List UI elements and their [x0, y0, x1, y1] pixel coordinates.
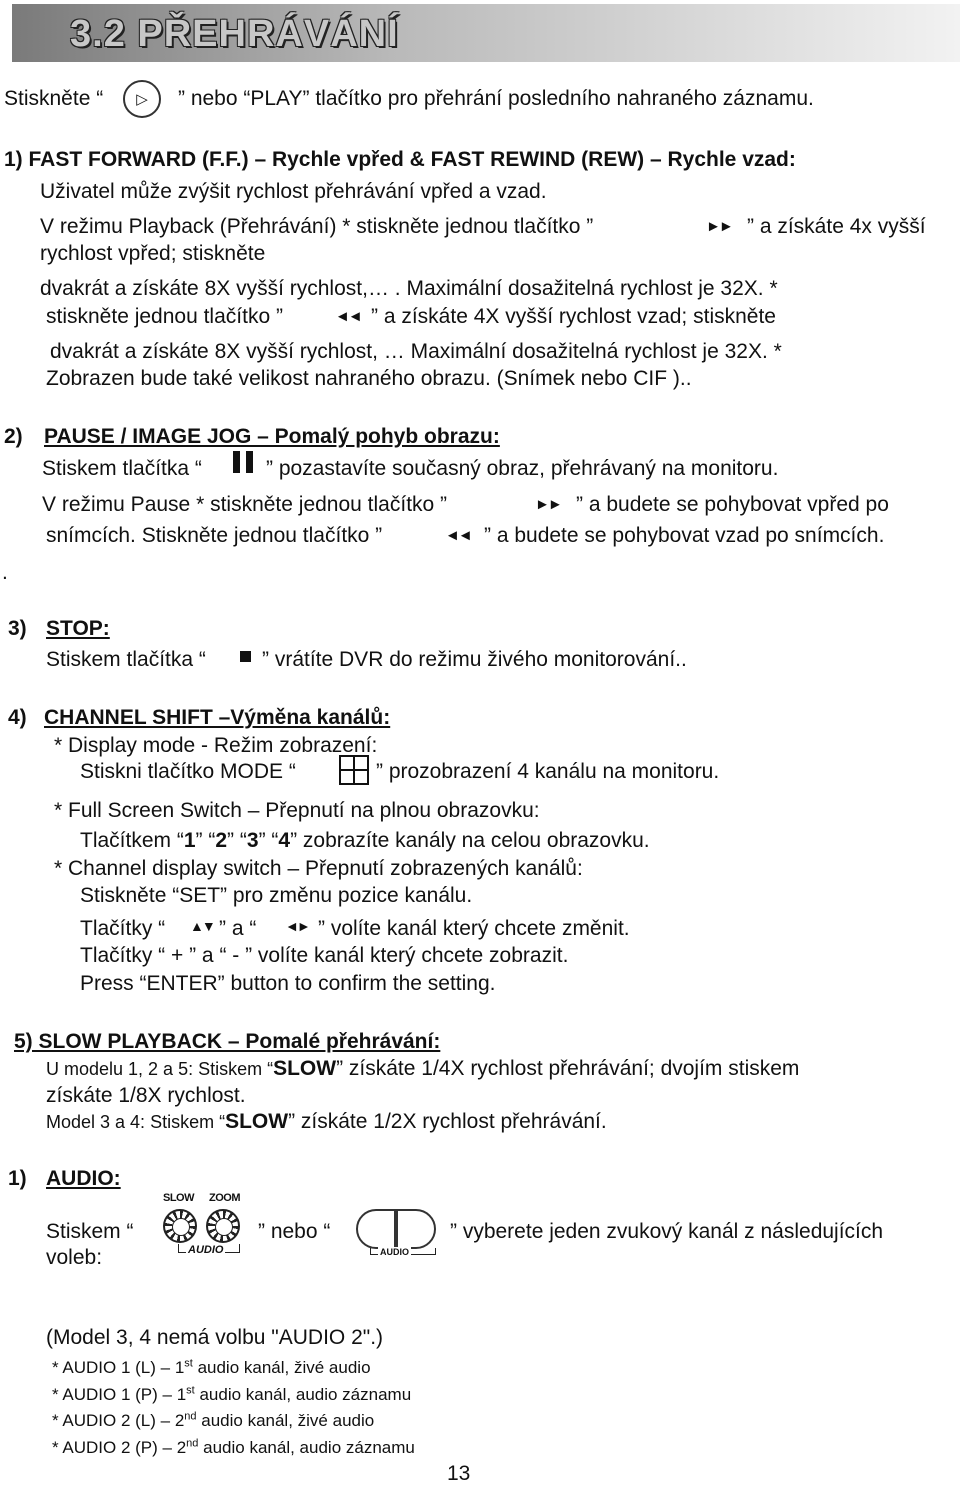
section4-line7c: ” volíte kanál který chcete změnit. — [318, 917, 630, 940]
quad-mode-icon — [338, 754, 370, 786]
pause-icon — [246, 451, 253, 473]
section1-line6: dvakrát a získáte 8X vyšší rychlost, … Maximální dosažitelná rychlost je 32X. * — [50, 340, 782, 363]
section4-line1: * Display mode - Režim zobrazení: — [54, 734, 378, 757]
section3-line1a: Stiskem tlačítka “ — [46, 648, 206, 671]
audio-line1b: ” nebo “ — [258, 1220, 331, 1243]
section4-line9: Press “ENTER” button to confirm the setting. — [80, 972, 496, 995]
section2-line1b: ” pozastavíte současný obraz, přehrávaný na monitoru. — [266, 457, 779, 480]
audio-line1c: ” vyberete jeden zvukový kanál z následujících — [450, 1220, 884, 1243]
section4-line5: * Channel display switch – Přepnutí zobrazených kanálů: — [54, 857, 583, 880]
section4-line7b: ” a “ — [219, 917, 257, 940]
section1-line4: dvakrát a získáte 8X vyšší rychlost,… . Maximální dosažitelná rychlost je 32X. * — [40, 277, 778, 300]
audio-item-1: * AUDIO 1 (L) – 1st audio kanál, živé audio — [52, 1357, 371, 1377]
page-title: 3.2 PŘEHRÁVÁNÍ — [70, 13, 399, 55]
fast-forward-icon: ►► — [535, 496, 561, 513]
knob-label-audio: AUDIO — [188, 1244, 224, 1256]
section5-heading: 5) SLOW PLAYBACK – Pomalé přehrávání: — [14, 1030, 441, 1053]
section2-line2a: V režimu Pause * stiskněte jednou tlačítko ” — [42, 493, 448, 516]
section4-line3: * Full Screen Switch – Přepnutí na plnou obrazovku: — [54, 799, 540, 822]
pause-icon — [233, 451, 240, 473]
section4-line2a: Stiskni tlačítko MODE “ — [80, 760, 296, 783]
audio-item-3: * AUDIO 2 (L) – 2nd audio kanál, živé audio — [52, 1410, 375, 1430]
section3-number: 3) — [8, 617, 27, 640]
audio-left-button-icon — [356, 1209, 396, 1249]
audio-item-2: * AUDIO 1 (P) – 1st audio kanál, audio záznamu — [52, 1384, 412, 1404]
section2-number: 2) — [4, 425, 23, 448]
zoom-knob-icon — [206, 1209, 240, 1243]
play-icon: ▷ — [123, 80, 161, 118]
section5-line3: Model 3 a 4: Stiskem “SLOW” získáte 1/2X rychlost přehrávání. — [46, 1110, 607, 1133]
section1-line3: rychlost vpřed; stiskněte — [40, 242, 266, 265]
section4-line7a: Tlačítky “ — [80, 917, 166, 940]
section2-line2b: ” a budete se pohybovat vpřed po — [576, 493, 889, 516]
title-banner — [12, 4, 960, 62]
fast-forward-icon: ►► — [706, 218, 732, 235]
section1-line7: Zobrazen bude také velikost nahraného obrazu. (Snímek nebo CIF ).. — [46, 367, 692, 390]
knob-label-zoom: ZOOM — [209, 1192, 240, 1204]
up-down-arrows-icon: ▲▼ — [190, 918, 214, 934]
audio-heading: AUDIO: — [46, 1167, 121, 1190]
section4-line4: Tlačítkem “1” “2” “3” “4” zobrazíte kanály na celou obrazovku. — [80, 829, 650, 852]
section5-line2: získáte 1/8X rychlost. — [46, 1084, 246, 1107]
section1-line2a: V režimu Playback (Přehrávání) * stiskněte jednou tlačítko ” — [40, 215, 594, 238]
rewind-icon: ◄◄ — [445, 527, 471, 544]
section1-line5a: stiskněte jednou tlačítko ” — [46, 305, 283, 328]
section4-line8: Tlačítky “ + ” a “ - ” volíte kanál který chcete zobrazit. — [80, 944, 569, 967]
section2-line1a: Stiskem tlačítka “ — [42, 457, 202, 480]
section1-line5b: ” a získáte 4X vyšší rychlost vzad; stiskněte — [371, 305, 776, 328]
section4-heading: CHANNEL SHIFT –Výměna kanálů: — [44, 706, 391, 729]
slow-knob-icon — [163, 1209, 197, 1243]
section1-line2b: ” a získáte 4x vyšší — [747, 215, 926, 238]
section1-heading: 1) FAST FORWARD (F.F.) – Rychle vpřed & FAST REWIND (REW) – Rychle vzad: — [4, 148, 796, 171]
section5-line1: U modelu 1, 2 a 5: Stiskem “SLOW” získáte 1/4X rychlost přehrávání; dvojím stiskem — [46, 1057, 800, 1080]
intro-after: ” nebo “PLAY” tlačítko pro přehrání posledního nahraného záznamu. — [178, 87, 814, 110]
section2-heading: PAUSE / IMAGE JOG – Pomalý pohyb obrazu: — [44, 425, 500, 448]
audio-line2: voleb: — [46, 1246, 103, 1269]
button-label-audio: AUDIO — [380, 1247, 409, 1257]
audio-item-4: * AUDIO 2 (P) – 2nd audio kanál, audio záznamu — [52, 1437, 415, 1457]
section4-line2b: ” prozobrazení 4 kanálu na monitoru. — [376, 760, 720, 783]
audio-line1a: Stiskem “ — [46, 1220, 134, 1243]
section3-heading: STOP: — [46, 617, 110, 640]
section3-line1b: ” vrátíte DVR do režimu živého monitorování.. — [262, 648, 687, 671]
section1-line1: Uživatel může zvýšit rychlost přehrávání vpřed a vzad. — [40, 180, 547, 203]
section4-line6: Stiskněte “SET” pro změnu pozice kanálu. — [80, 884, 473, 907]
stray-dot: . — [2, 561, 8, 584]
intro-before: Stiskněte “ — [4, 87, 104, 110]
audio-note: (Model 3, 4 nemá volbu "AUDIO 2".) — [46, 1326, 384, 1349]
stop-icon — [240, 651, 251, 662]
audio-number: 1) — [8, 1167, 27, 1190]
left-right-arrows-icon: ◄► — [285, 918, 309, 934]
audio-right-button-icon — [396, 1209, 436, 1249]
section2-line3a: snímcích. Stiskněte jednou tlačítko ” — [46, 524, 383, 547]
knob-label-slow: SLOW — [163, 1192, 194, 1204]
rewind-icon: ◄◄ — [335, 308, 361, 325]
section2-line3b: ” a budete se pohybovat vzad po snímcích. — [484, 524, 885, 547]
section4-number: 4) — [8, 706, 27, 729]
page-number: 13 — [447, 1462, 471, 1485]
